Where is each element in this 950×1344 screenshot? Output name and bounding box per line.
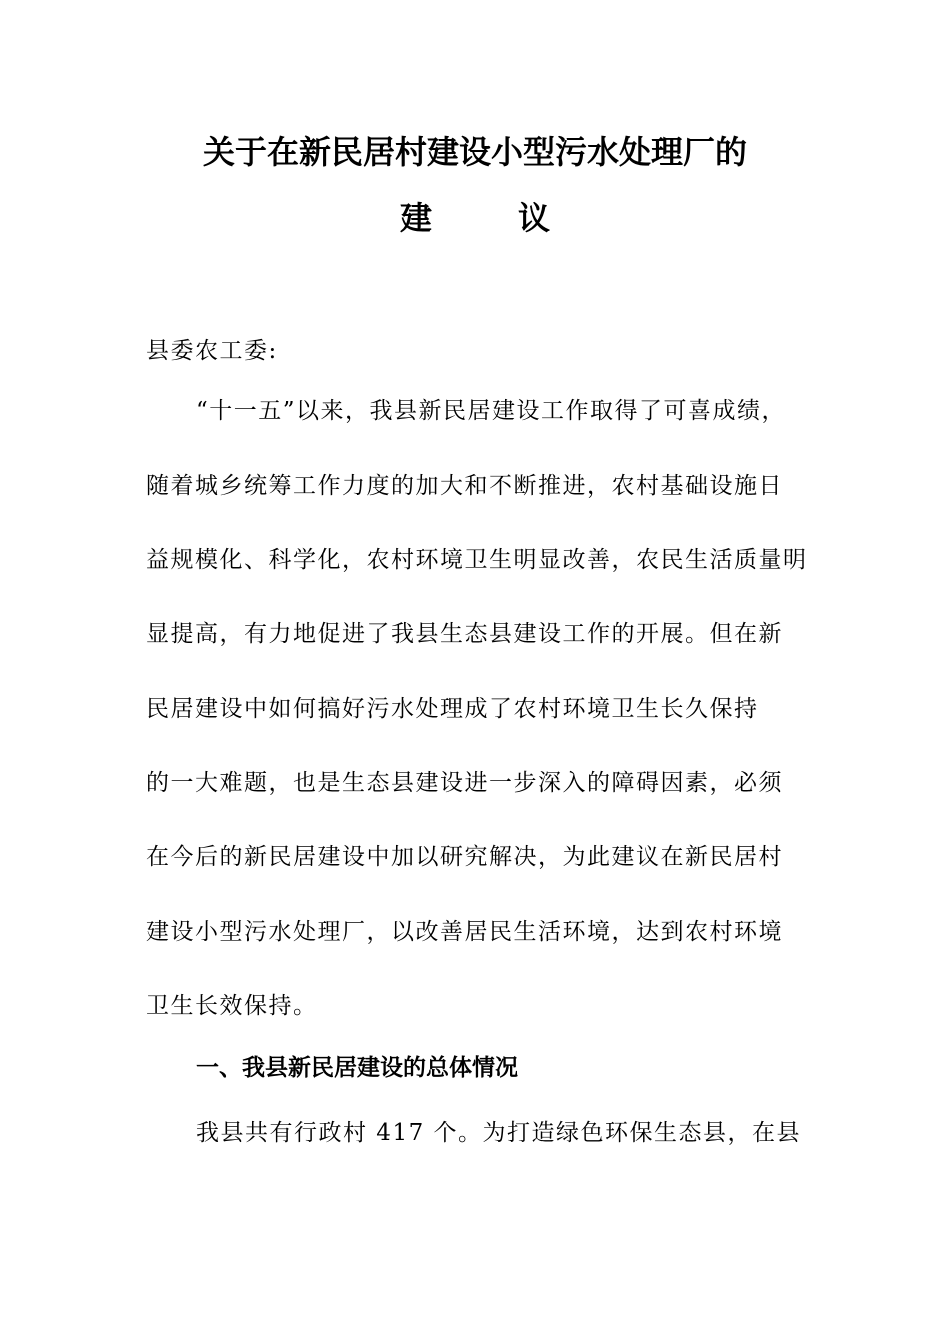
paragraph-line: 显提高，有力地促进了我县生态县建设工作的开展。但在新 [146,621,783,647]
title-char-yi: 议 [518,199,551,237]
document-title-line-1: 关于在新民居村建设小型污水处理厂的 [202,133,747,171]
paragraph-line: 随着城乡统筹工作力度的加大和不断推进，农村基础设施日 [146,473,783,499]
salutation: 县委农工委: [146,338,278,364]
paragraph-line: 在今后的新民居建设中加以研究解决，为此建议在新民居村 [146,844,783,870]
paragraph-line: 我县共有行政村 417 个。为打造绿色环保生态县，在县 [196,1120,802,1146]
section-heading: 一、我县新民居建设的总体情况 [196,1055,518,1081]
paragraph-line: 卫生长效保持。 [146,993,318,1019]
title-char-jian: 建 [400,199,433,237]
paragraph-line: 的一大难题，也是生态县建设进一步深入的障碍因素，必须 [146,770,783,796]
document-title-line-2 [400,198,550,238]
paragraph-line: 民居建设中如何搞好污水处理成了农村环境卫生长久保持 [146,696,759,722]
paragraph-line: 益规模化、科学化，农村环境卫生明显改善，农民生活质量明 [146,547,808,573]
paragraph-line: 建设小型污水处理厂，以改善居民生活环境，达到农村环境 [146,919,783,945]
paragraph-line: “十一五”以来，我县新民居建设工作取得了可喜成绩， [196,398,787,424]
